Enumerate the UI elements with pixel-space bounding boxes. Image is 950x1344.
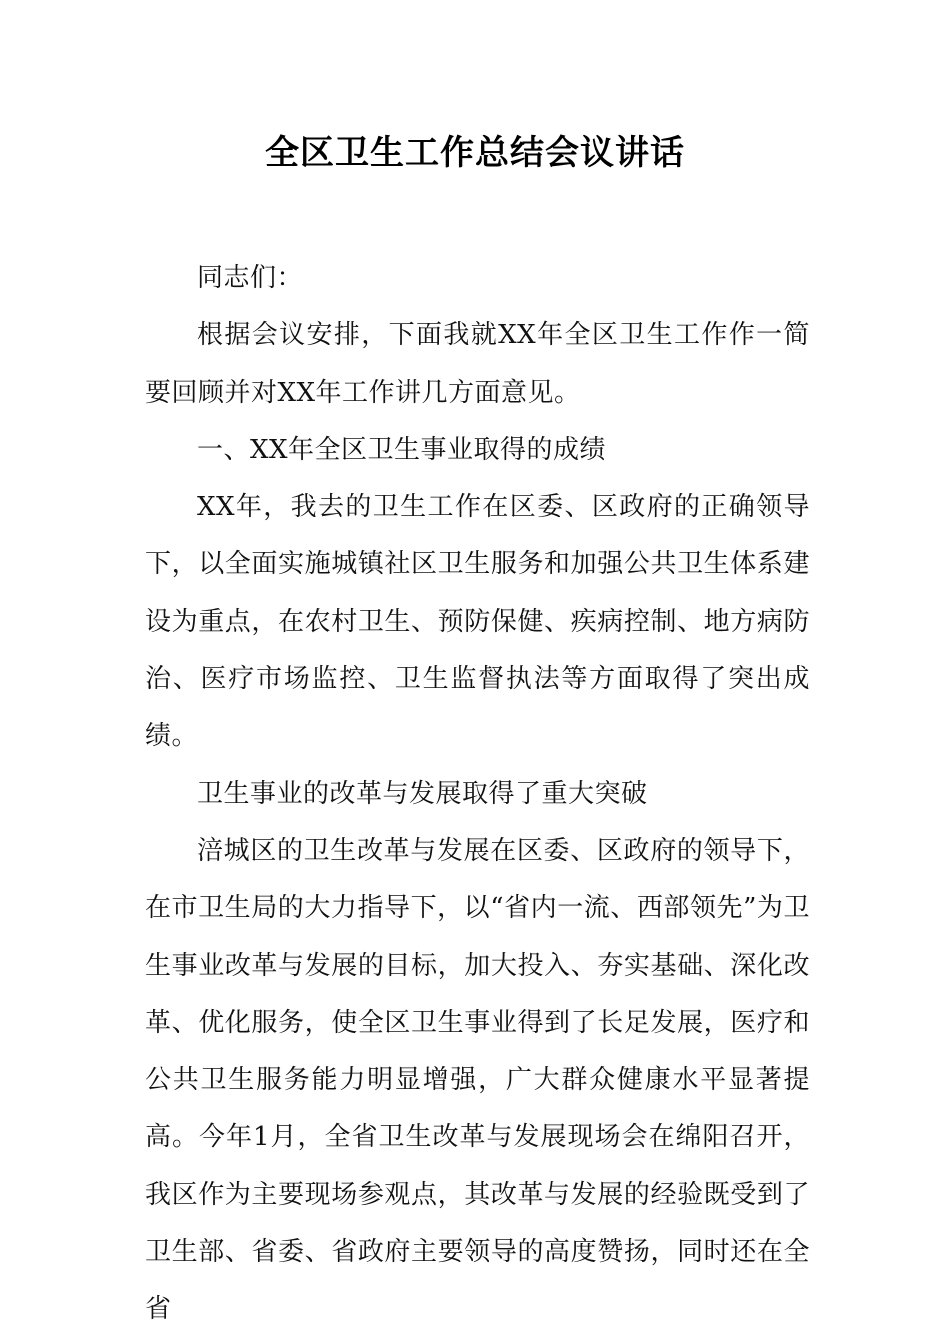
- paragraph-reform: 涪城区的卫生改革与发展在区委、区政府的领导下，在市卫生局的大力指导下，以“省内一流、西部领先”为卫生事业改革与发展的目标，加大投入、夯实基础、深化改革、优化服务，使全区卫生事业得到了长足发展，医疗和公共卫生服务能力明显增强，广大群众健康水平显著提高。今年1月，全省卫生改革与发展现场会在绵阳召开，我区作为主要现场参观点，其改革与发展的经验既受到了卫生部、省委、省政府主要领导的高度赞扬，同时还在全省: [145, 835, 810, 1325]
- subheading-reform: 卫生事业的改革与发展取得了重大突破: [197, 778, 648, 809]
- document-body: [145, 250, 810, 1339]
- section-heading-achievements: 一、XX年全区卫生事业取得的成绩: [197, 434, 607, 465]
- paragraph-achievements: XX年，我去的卫生工作在区委、区政府的正确领导下，以全面实施城镇社区卫生服务和加强公共卫生体系建设为重点，在农村卫生、预防保健、疾病控制、地方病防治、医疗市场监控、卫生监督执法等方面取得了突出成绩。: [145, 492, 810, 752]
- salutation: 同志们：: [197, 263, 304, 293]
- paragraph-intro: 根据会议安排，下面我就XX年全区卫生工作作一简要回顾并对XX年工作讲几方面意见。: [145, 320, 810, 408]
- document-title: 全区卫生工作总结会议讲话: [265, 133, 685, 173]
